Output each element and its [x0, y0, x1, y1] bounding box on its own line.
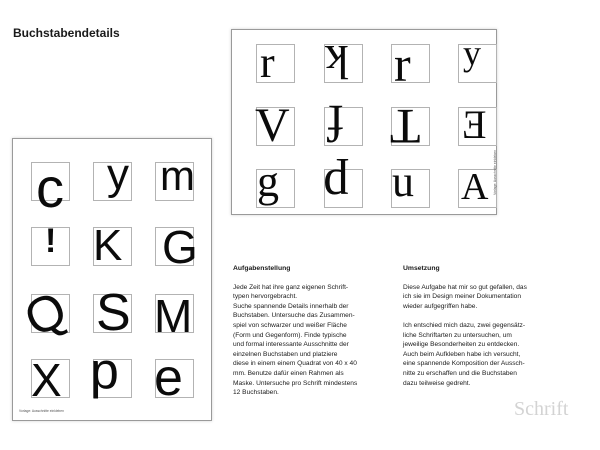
- letter-detail: T: [390, 99, 421, 155]
- letter-detail: y: [463, 33, 481, 73]
- letter-detail: Q: [15, 280, 75, 348]
- letter-tile: [458, 33, 497, 83]
- letter-detail: f: [327, 94, 345, 151]
- letter-tile: [391, 36, 430, 92]
- letter-tile: [93, 150, 132, 201]
- letter-detail: A: [461, 166, 489, 208]
- letter-tile: [31, 156, 70, 219]
- letter-tile: [31, 222, 70, 266]
- letter-tile: [324, 94, 363, 151]
- letter-tile: [324, 35, 363, 88]
- letter-tile: [90, 349, 132, 407]
- chapter-watermark: Schrift: [514, 398, 569, 420]
- letter-detail: y: [107, 150, 129, 199]
- letter-tile: [458, 102, 497, 147]
- letter-tile: [255, 99, 295, 152]
- letter-tile: [256, 38, 295, 87]
- sans-letter-sheet: [12, 138, 212, 421]
- letter-tile: [154, 290, 194, 342]
- letter-detail: K: [93, 221, 123, 270]
- letter-detail: p: [323, 158, 349, 215]
- page-title: Buchstabendetails: [13, 26, 120, 40]
- letter-detail: S: [96, 284, 131, 342]
- letter-detail: !: [45, 222, 57, 260]
- letter-detail: d: [90, 349, 119, 407]
- sheet-caption: Vorlage: Ausschnitte einkleben: [19, 409, 64, 413]
- letter-detail: E: [462, 102, 487, 147]
- letter-tile: [256, 157, 295, 208]
- letter-detail: M: [154, 290, 193, 342]
- letter-detail: r: [394, 36, 411, 92]
- letter-tile: [93, 284, 132, 342]
- letter-tile: [15, 280, 75, 348]
- letter-tile: [93, 221, 132, 270]
- task-body: Jede Zeit hat ihre ganz eigenen Schrift- typen hervorgebracht. Suche spannende Details innerhalb der Buchstaben. Untersuche das Zusammen- spiel von schwarzer und weißer Fläche (Form und Gegenform). Finde typische und formal interessante Ausschnitte der einzelnen Buchstaben und platziere diese in einem einem Quadrat von 40 x 40 mm. Benutze dafür einen Rahmen als Maske. Untersuche pro Schrift mindestens 12 Buchstaben.: [233, 283, 358, 397]
- letter-tile: [155, 152, 195, 201]
- letter-detail: e: [154, 349, 183, 407]
- letter-detail: u: [392, 157, 414, 206]
- implementation-description: [403, 264, 575, 388]
- task-description: [233, 264, 405, 398]
- letter-tile: [390, 99, 430, 155]
- letter-tile: [31, 354, 70, 406]
- letter-tile: [154, 349, 194, 407]
- letter-detail: m: [160, 152, 195, 199]
- task-heading: Aufgabenstellung: [233, 265, 291, 272]
- letter-detail: g: [257, 157, 279, 206]
- letter-detail: k: [325, 35, 349, 88]
- letter-tile: [155, 221, 198, 273]
- letter-detail: X: [31, 354, 62, 406]
- letter-tile: [391, 157, 430, 208]
- letter-detail: V: [255, 99, 290, 152]
- sheet-caption: Vorlage: Ausschnitte einkleben: [493, 150, 497, 195]
- letter-detail: c: [36, 156, 64, 219]
- letter-detail: G: [162, 221, 198, 273]
- letter-detail: r: [260, 38, 275, 87]
- implementation-body: Diese Aufgabe hat mir so gut gefallen, das ich sie im Design meiner Dokumentation wieder aufgegriffen habe. Ich entschied mich dazu, zwei gegensätz- liche Schriftarten zu untersuchen, um jeweilige Besonderheiten zu entdecken. Auch beim Aufkleben habe ich versucht, eine spannende Komposition der Aussch- nitte zu erschaffen und die Buchstaben dazu teilweise gedreht.: [403, 283, 527, 387]
- implementation-heading: Umsetzung: [403, 265, 440, 272]
- letter-tile: [323, 158, 363, 215]
- serif-letter-sheet: [231, 29, 497, 215]
- letter-tile: [458, 166, 497, 208]
